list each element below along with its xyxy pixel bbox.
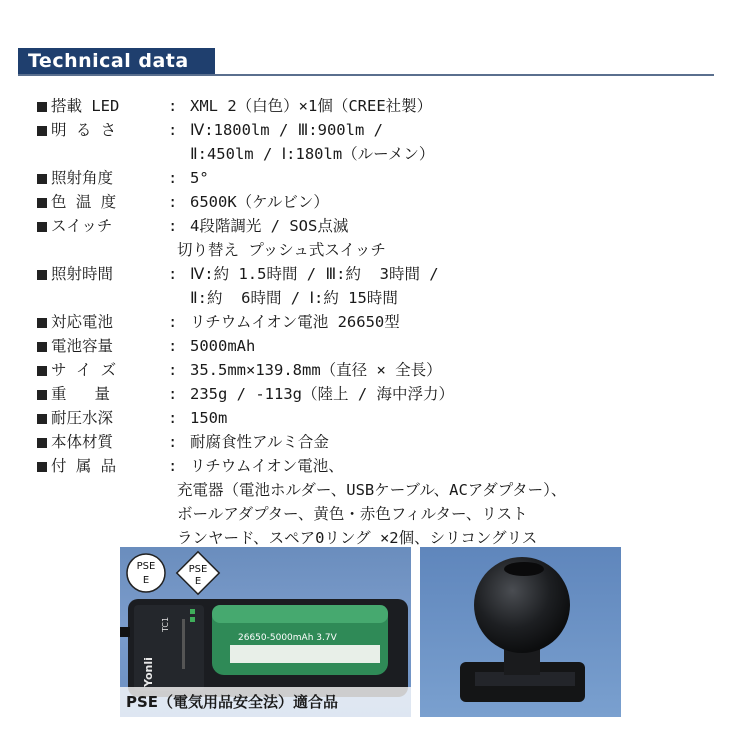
svg-text:E: E bbox=[194, 576, 202, 587]
spec-label: 照射時間 bbox=[37, 262, 168, 286]
spec-label: 明 る さ bbox=[37, 118, 168, 142]
spec-value: リチウムイオン電池、 bbox=[190, 457, 344, 475]
spec-colon: : bbox=[168, 265, 178, 283]
spec-value-continuation: 充電器（電池ホルダー、USBケーブル、ACアダプター）、 bbox=[177, 481, 567, 499]
charger-brand: Yonli bbox=[142, 657, 155, 687]
spec-colon: : bbox=[168, 217, 178, 235]
spec-colon: : bbox=[168, 169, 178, 187]
bullet-square-icon bbox=[37, 222, 47, 232]
spec-label: 電池容量 bbox=[37, 334, 168, 358]
spec-label: 本体材質 bbox=[37, 430, 168, 454]
pse-caption: PSE（電気用品安全法）適合品 bbox=[120, 687, 411, 717]
bullet-square-icon bbox=[37, 342, 47, 352]
spec-label: 重 量 bbox=[37, 382, 168, 406]
charger-model: TC1 bbox=[161, 616, 170, 632]
bullet-square-icon bbox=[37, 390, 47, 400]
spec-row bbox=[37, 382, 727, 406]
bullet-square-icon bbox=[37, 102, 47, 112]
spec-row bbox=[37, 94, 727, 118]
spec-colon: : bbox=[168, 361, 178, 379]
spec-value-continuation: Ⅱ:約 6時間 / Ⅰ:約 15時間 bbox=[190, 289, 398, 307]
spec-row bbox=[37, 118, 727, 142]
spec-row bbox=[37, 454, 727, 478]
spec-value: 4段階調光 / SOS点滅 bbox=[190, 217, 349, 235]
spec-row bbox=[37, 334, 727, 358]
spec-label: 照射角度 bbox=[37, 166, 168, 190]
bullet-square-icon bbox=[37, 462, 47, 472]
spec-label: スイッチ bbox=[37, 214, 168, 238]
spec-value-continuation: 切り替え プッシュ式スイッチ bbox=[177, 241, 386, 259]
spec-value-continuation: ボールアダプター、黄色・赤色フィルター、リスト bbox=[177, 505, 528, 523]
spec-colon: : bbox=[168, 385, 178, 403]
spec-value-continuation: ランヤード、スペア0リング ×2個、シリコングリス bbox=[177, 529, 538, 547]
spec-value: 235g / -113g（陸上 / 海中浮力） bbox=[190, 385, 454, 403]
bullet-square-icon bbox=[37, 174, 47, 184]
spec-colon: : bbox=[168, 193, 178, 211]
spec-value: 150m bbox=[190, 409, 228, 427]
battery-label: 26650-5000mAh 3.7V bbox=[238, 633, 337, 643]
bullet-square-icon bbox=[37, 318, 47, 328]
spec-row bbox=[37, 190, 727, 214]
spec-label: 色 温 度 bbox=[37, 190, 168, 214]
spec-value: XML 2（白色）×1個（CREE社製） bbox=[190, 97, 433, 115]
ball-adapter-photo bbox=[420, 547, 621, 717]
spec-colon: : bbox=[168, 121, 178, 139]
spec-label: 対応電池 bbox=[37, 310, 168, 334]
bullet-square-icon bbox=[37, 270, 47, 280]
spec-value: 耐腐食性アルミ合金 bbox=[190, 433, 329, 451]
bullet-square-icon bbox=[37, 126, 47, 136]
spec-colon: : bbox=[168, 313, 178, 331]
section-divider bbox=[18, 74, 714, 76]
spec-row bbox=[37, 214, 727, 238]
spec-row bbox=[37, 430, 727, 454]
spec-label: サ イ ズ bbox=[37, 358, 168, 382]
spec-value: Ⅳ:1800lm / Ⅲ:900lm / bbox=[190, 121, 383, 139]
spec-row bbox=[37, 310, 727, 334]
spec-value: 35.5mm×139.8mm（直径 × 全長） bbox=[190, 361, 442, 379]
spec-list bbox=[37, 94, 727, 550]
spec-colon: : bbox=[168, 433, 178, 451]
spec-value-continuation: Ⅱ:450lm / Ⅰ:180lm（ルーメン） bbox=[190, 145, 435, 163]
spec-colon: : bbox=[168, 457, 178, 475]
spec-value: 6500K（ケルビン） bbox=[190, 193, 329, 211]
pse-diamond-mark-text: PSE bbox=[188, 564, 208, 575]
spec-row bbox=[37, 262, 727, 286]
spec-row bbox=[37, 406, 727, 430]
bullet-square-icon bbox=[37, 366, 47, 376]
spec-label: 耐圧水深 bbox=[37, 406, 168, 430]
spec-value: リチウムイオン電池 26650型 bbox=[190, 313, 400, 331]
section-title: Technical data bbox=[18, 48, 215, 75]
spec-colon: : bbox=[168, 337, 178, 355]
spec-colon: : bbox=[168, 97, 178, 115]
pse-round-mark-text: PSE bbox=[136, 561, 156, 572]
spec-value: 5000mAh bbox=[190, 337, 256, 355]
spec-row bbox=[37, 358, 727, 382]
bullet-square-icon bbox=[37, 414, 47, 424]
bullet-square-icon bbox=[37, 198, 47, 208]
spec-colon: : bbox=[168, 409, 178, 427]
bullet-square-icon bbox=[37, 438, 47, 448]
svg-text:E: E bbox=[142, 575, 150, 586]
spec-label: 付 属 品 bbox=[37, 454, 168, 478]
spec-value: 5° bbox=[190, 169, 209, 187]
spec-row bbox=[37, 166, 727, 190]
spec-value: Ⅳ:約 1.5時間 / Ⅲ:約 3時間 / bbox=[190, 265, 439, 283]
spec-label: 搭載 LED bbox=[37, 94, 168, 118]
ball-adapter-illustration bbox=[420, 547, 621, 717]
